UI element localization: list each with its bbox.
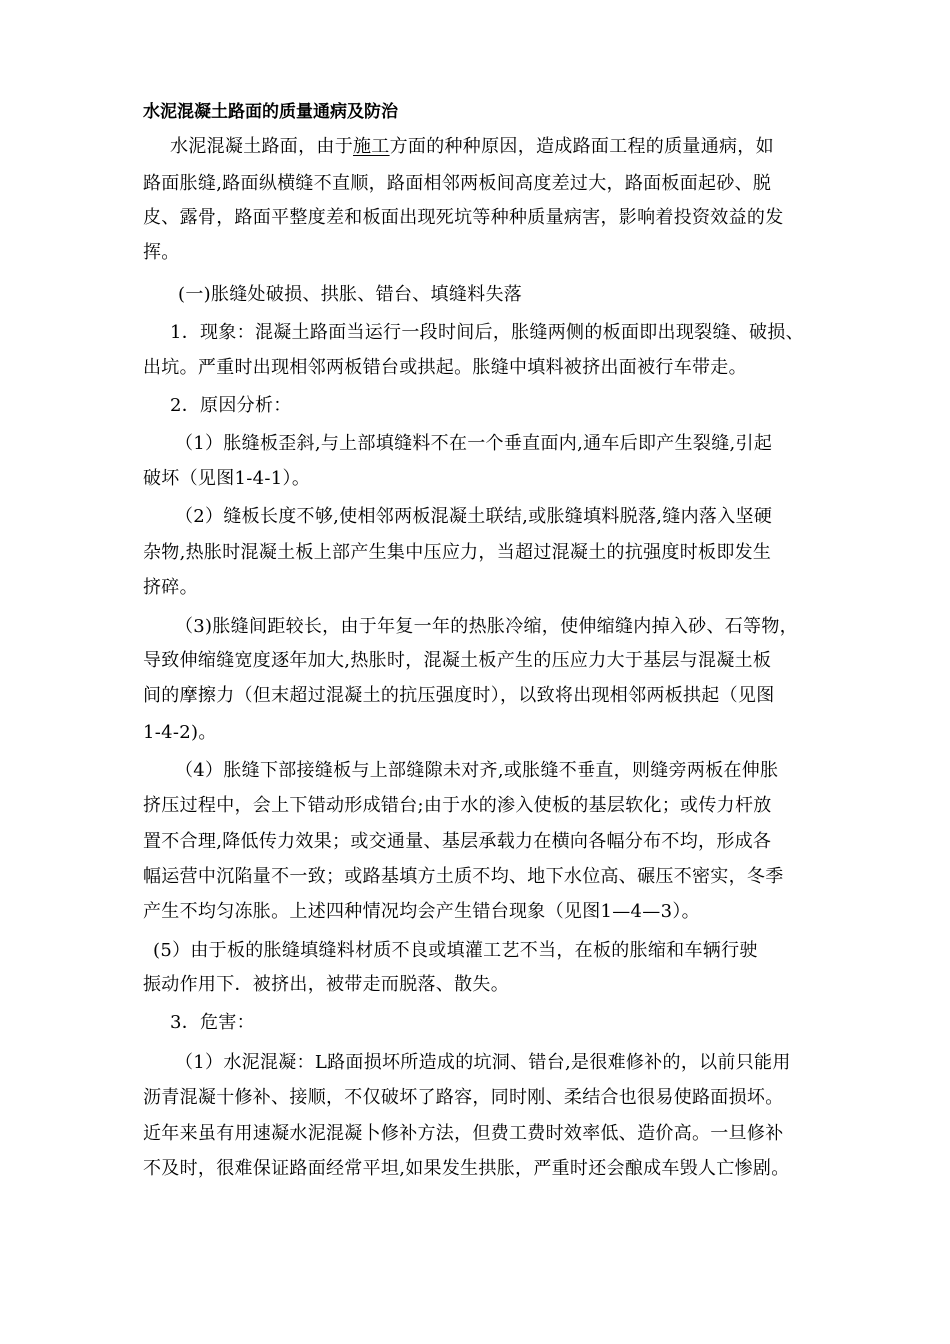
underlined-term[interactable]: 施工 [353,136,390,157]
text-line [143,205,950,231]
text-segment: 皮、露骨，路面平整度差和板面出现死坑等种种质量病害，影响着投资效益的发 [143,207,784,228]
text-line [143,683,950,709]
text-segment: （4）胀缝下部接缝板与上部缝隙未对齐,或胀缝不垂直，则缝旁两板在伸胀 [175,760,779,781]
text-line [143,720,950,746]
text-segment: 挤碎。 [143,577,198,598]
text-line [143,540,950,566]
text-segment: 杂物,热胀时混凝土板上部产生集中压应力，当超过混凝土的抗强度时板即发生 [143,542,772,563]
text-line [170,393,950,419]
text-segment: 导致伸缩缝宽度逐年加大,热胀时，混凝土板产生的压应力大于基层与混凝土板 [143,650,772,671]
text-line [178,282,950,308]
text-segment: 路面胀缝,路面纵横缝不直顺，路面相邻两板间高度差过大，路面板面起砂、脱 [143,173,772,194]
text-line [143,1085,950,1111]
text-segment: 不及时，很难保证路面经常平坦,如果发生拱胀，严重时还会酿成车毁人亡惨剧。 [143,1158,790,1179]
text-segment: 幅运营中沉陷量不一致；或路基填方土质不均、地下水位高、碾压不密实，冬季 [143,866,784,887]
text-segment: 振动作用下．被挤出，被带走而脱落、散失。 [143,974,509,995]
text-segment: 水泥混凝土路面，由于 [170,136,353,157]
text-segment: (一)胀缝处破损、拱胀、错台、填缝料失落 [178,284,523,305]
text-line [143,171,950,197]
text-segment: 1-4-2)。 [143,722,217,743]
document-title: 水泥混凝土路面的质量通病及防治 [143,102,398,122]
text-segment: 挥。 [143,242,180,263]
text-line [143,240,950,266]
text-line [175,614,950,640]
text-segment: 产生不均匀冻胀。上述四种情况均会产生错台现象（见图1—4—3）。 [143,901,700,922]
text-segment: 出坑。严重时出现相邻两板错台或拱起。胀缝中填料被挤出面被行车带走。 [143,357,747,378]
text-segment: (5）由于板的胀缝填缝料材质不良或填灌工艺不当，在板的胀缩和车辆行驶 [153,940,758,961]
text-segment: 挤压过程中，会上下错动形成错台;由于水的渗入使板的基层软化；或传力杆放 [143,795,772,816]
text-line [170,320,950,346]
text-line [143,1121,950,1147]
text-line [143,648,950,674]
text-line [143,899,950,925]
text-segment: （1）胀缝板歪斜,与上部填缝料不在一个垂直面内,通车后即产生裂缝,引起 [175,433,773,454]
text-line [175,431,950,457]
text-segment: （3)胀缝间距较长，由于年复一年的热胀冷缩，使伸缩缝内掉入砂、石等物， [175,616,798,637]
text-line [153,938,950,964]
text-line [143,355,950,381]
text-line [170,1010,950,1036]
text-line [143,864,950,890]
text-line [143,793,950,819]
text-segment: 3．危害： [170,1012,255,1033]
text-segment: 置不合理,降低传力效果；或交通量、基层承载力在横向各幅分布不均，形成各 [143,831,772,852]
text-segment: 方面的种种原因，造成路面工程的质量通病，如 [389,136,774,157]
text-segment: 间的摩擦力（但末超过混凝土的抗压强度时），以致将出现相邻两板拱起（见图 [143,685,775,706]
text-line [175,1050,950,1076]
text-line [143,466,950,492]
text-segment: 1．现象：混凝土路面当运行一段时间后，胀缝两侧的板面即出现裂缝、破损、 [170,322,804,343]
text-line [175,504,950,530]
text-segment: （2）缝板长度不够,使相邻两板混凝土联结,或胀缝填料脱落,缝内落入坚硬 [175,506,773,527]
text-line [175,758,950,784]
text-line [143,972,950,998]
text-segment: 2．原因分析： [170,395,292,416]
text-line [170,134,950,160]
text-segment: （1）水泥混凝：L路面损坏所造成的坑洞、错台,是很难修补的，以前只能用 [175,1052,791,1073]
text-line [143,575,950,601]
text-segment: 沥青混凝十修补、接顺，不仅破坏了路容，同时刚、柔结合也很易使路面损坏。 [143,1087,784,1108]
text-line [143,829,950,855]
text-segment: 破坏（见图1-4-1）。 [143,468,311,489]
text-segment: 近年来虽有用速凝水泥混凝卜修补方法，但费工费时效率低、造价高。一旦修补 [143,1123,784,1144]
text-line [143,1156,950,1182]
